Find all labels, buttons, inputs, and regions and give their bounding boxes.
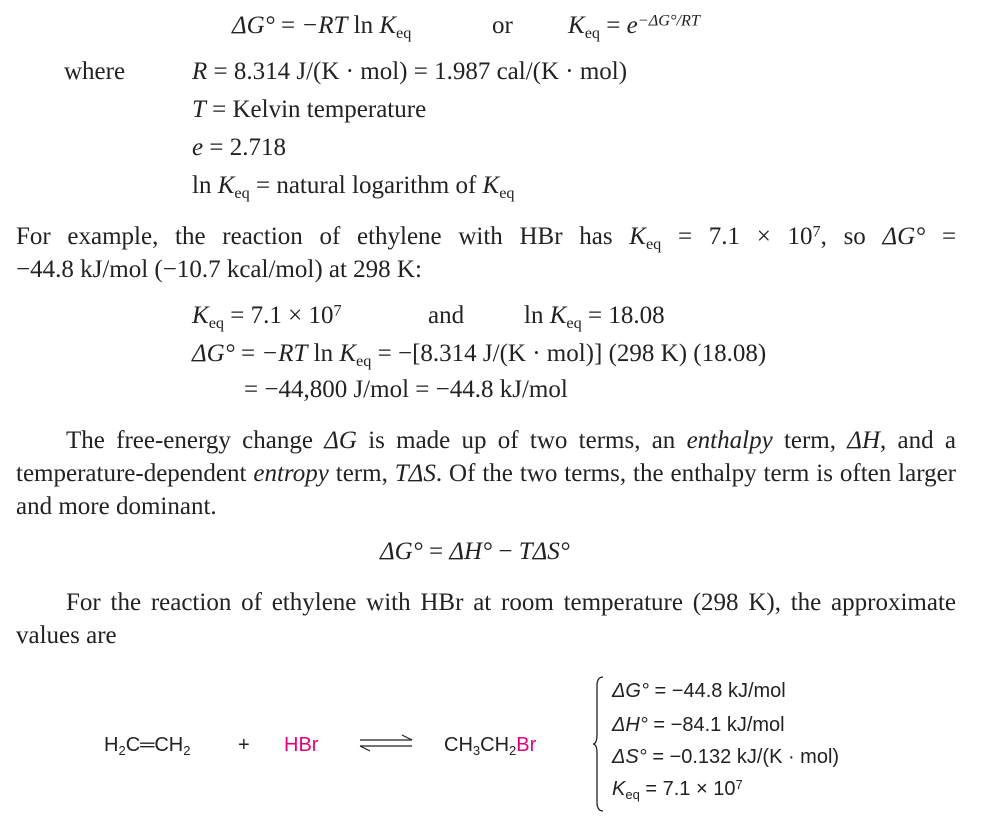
calc-delta-g [192,340,766,369]
delta-s-symbol: ΔS° [612,746,647,768]
formula-part: C [125,734,141,756]
enthalpy-term: enthalpy [686,427,773,454]
ln-label: ln [524,302,544,329]
keq-value-line [612,778,743,801]
paragraph-text: is made up of two terms, an [368,427,676,454]
delta-g-value-line [612,680,786,703]
calc-result: = −44,800 J/mol = −44.8 kJ/mol [244,376,568,403]
plus-sign: + [238,734,250,756]
k-symbol: K [217,172,235,199]
t-delta-s-symbol: TΔS° [518,538,570,565]
delta-g-symbol: ΔG° [882,223,926,250]
delta-h-value-line [612,714,785,737]
exponent: 7 [812,222,821,241]
example-text: , so [820,223,866,250]
keq-value: = 7.1 × 10 [677,223,813,250]
minus-rt: −RT [261,340,308,367]
free-energy-paragraph [16,424,956,523]
delta-g-symbol: ΔG° [380,538,423,565]
hbr-formula: HBr [284,734,319,756]
example-line-1 [16,220,956,253]
eq-subscript: eq [208,313,225,332]
t-value: = Kelvin temperature [212,96,427,123]
paragraph-text: term, [783,427,837,454]
formula-part: CH [444,734,473,756]
ln-label: ln [192,172,212,199]
formula-part: H [104,734,119,756]
k-symbol: K [549,302,567,329]
curly-brace-icon [592,676,604,812]
formula-part: CH [480,734,510,756]
delta-g-value: = −44.8 kJ/mol [654,680,786,702]
eq-subscript: eq [645,234,662,253]
k-symbol: K [192,302,209,329]
k-symbol: K [339,340,357,367]
ln-label: ln [353,12,374,39]
example-line-2: −44.8 kJ/mol (−10.7 kcal/mol) at 298 K: [16,256,422,283]
t-delta-s-symbol: TΔS [394,460,436,487]
eq-subscript: eq [356,351,372,370]
ln-label: ln [313,340,334,367]
eq-subscript: eq [234,183,250,202]
eq-subscript: eq [584,23,601,42]
paragraph-text: The free-energy change [66,427,313,454]
keq-value: = 7.1 × 10 [645,778,736,800]
equation-keq-exponential [568,12,700,41]
r-definition [192,58,627,87]
t-symbol: T [192,96,206,123]
calc-substitution: = −[8.314 J/(K · mol)] (298 K) (18.08) [377,340,767,367]
ln-definition [192,172,515,201]
reaction-paragraph: For the reaction of ethylene with HBr at room temperature (298 K), the approximate values are [16,589,956,649]
e-definition [192,134,286,163]
paragraph-text: term, [335,460,388,487]
delta-s-value-line [612,746,839,769]
bromoethane-formula [444,734,536,757]
ethylene-formula [104,734,190,757]
k-symbol: K [379,12,397,39]
k-symbol: K [568,12,585,39]
where-label: where [64,58,126,85]
paragraph-text: . Of the two terms, the enthalpy term is often larger and more dominant. [16,460,957,520]
t-definition [192,96,426,125]
eq-subscript: eq [396,23,412,42]
e-symbol: e [192,134,204,161]
ln-description: = natural logarithm of [255,172,477,199]
equals: = [240,340,256,367]
delta-h-symbol: ΔH [847,427,881,454]
subscript: 2 [509,742,517,758]
ln-value: = 18.08 [587,302,665,329]
e-value: = 2.718 [209,134,286,161]
equation-delta-g-definition [232,12,411,41]
equals: = [606,12,621,39]
minus-sign: − [498,538,513,565]
k-symbol: K [612,778,626,800]
k-symbol: K [629,223,646,250]
calc-ln-keq [524,302,665,331]
delta-g-symbol: ΔG° [192,340,235,367]
entropy-term: entropy [253,460,329,487]
paragraph-text: , and a temperature-dependent [16,427,956,487]
eq-subscript: eq [566,313,582,332]
or-label: or [492,12,513,39]
bromine-symbol: Br [516,734,537,756]
exponent: 7 [735,777,743,793]
equals: = [941,223,957,250]
e-symbol: e [626,12,638,39]
eq-subscript: eq [499,183,515,202]
delta-s-value: = −0.132 kJ/(K · mol) [652,746,840,768]
equals: = [428,538,444,565]
delta-g-symbol: ΔG [324,427,357,454]
subscript: 2 [183,742,191,758]
calc-keq [192,302,342,331]
gibbs-equation [380,538,570,567]
equals: = [280,12,296,39]
r-value: = 8.314 J/(K · mol) = 1.987 cal/(K · mol) [213,58,628,85]
delta-h-symbol: ΔH° [612,714,648,736]
minus-rt: −RT [301,12,348,39]
formula-part: CH [154,734,184,756]
example-text: For example, the reaction of ethylene with HBr has [16,223,613,250]
delta-h-symbol: ΔH° [449,538,493,565]
exponent: −ΔG°/RT [637,11,700,30]
eq-subscript: eq [625,786,640,802]
exponent: 7 [333,301,342,320]
equilibrium-arrow-icon [356,732,416,754]
delta-g-symbol: ΔG° [232,12,275,39]
delta-g-symbol: ΔG° [612,680,649,702]
subscript: 3 [472,742,481,758]
example-paragraph [16,220,956,286]
delta-h-value: = −84.1 kJ/mol [653,714,785,736]
and-label: and [428,302,465,329]
subscript: 2 [118,742,126,758]
k-symbol: K [482,172,500,199]
r-symbol: R [192,58,208,85]
double-bond: ═ [140,734,155,756]
keq-value: = 7.1 × 10 [230,302,334,329]
